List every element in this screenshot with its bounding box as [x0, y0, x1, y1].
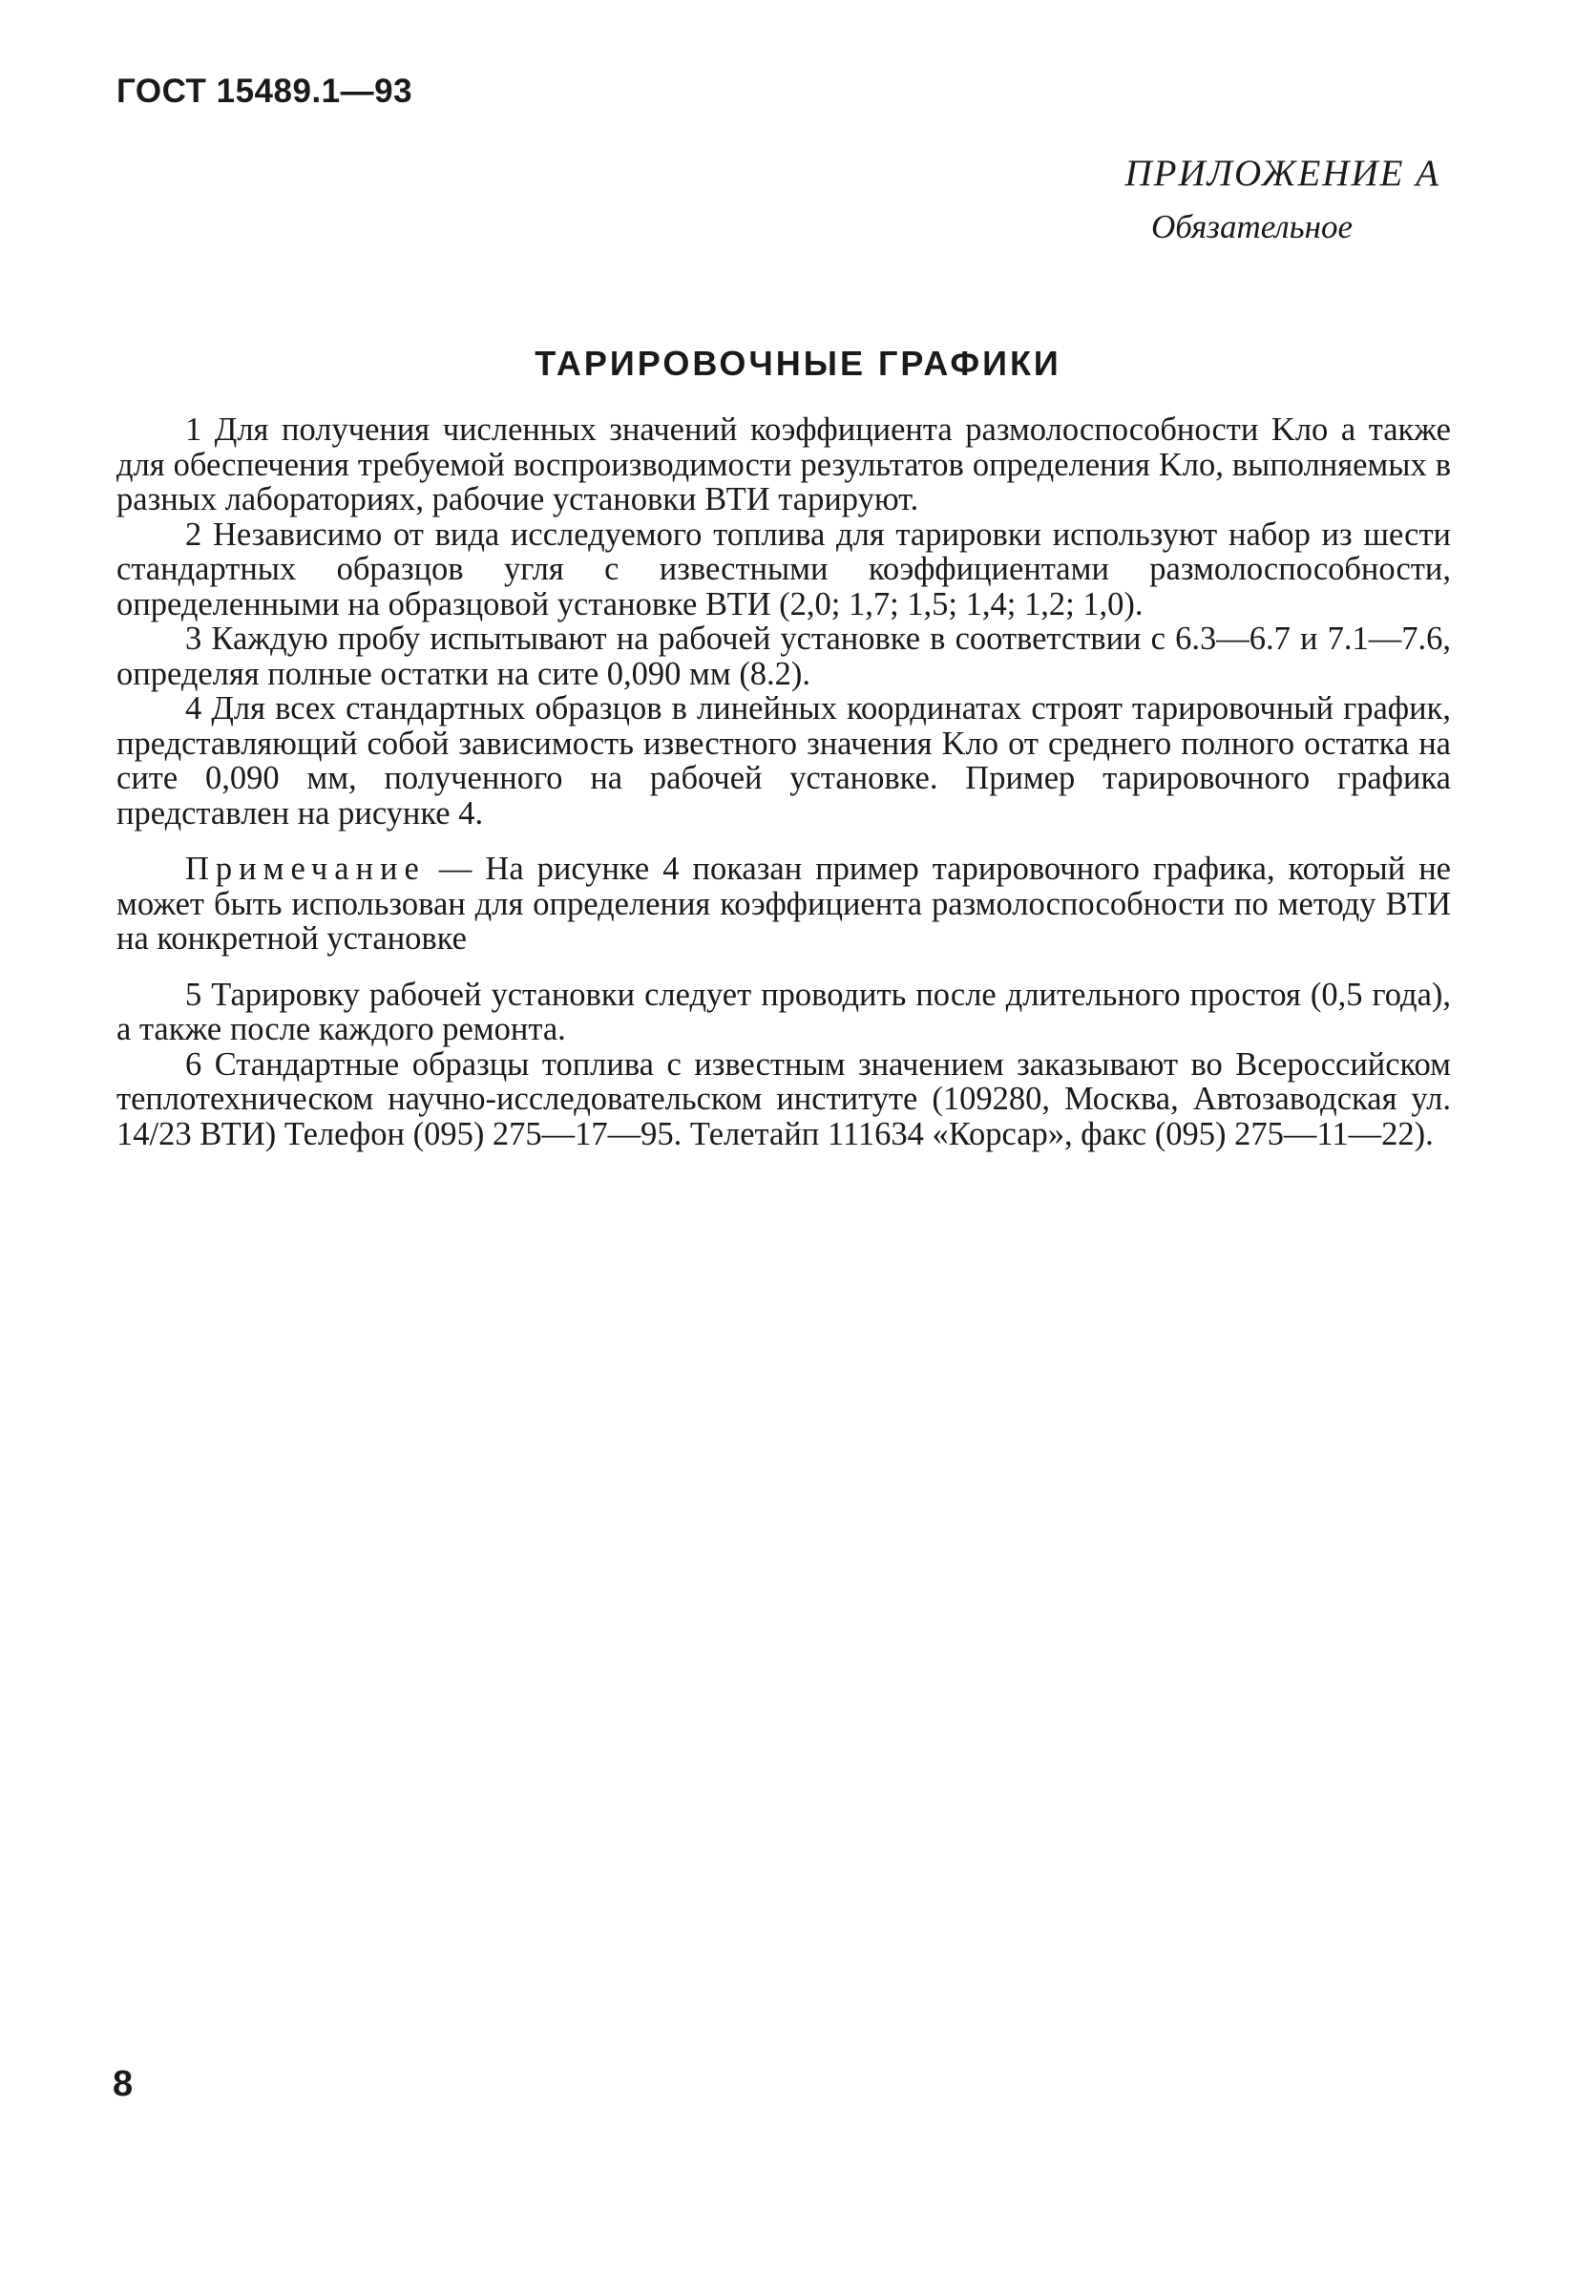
paragraph-1: 1 Для получения численных значений коэффициента размолоспособности Kло а также для обеспечения требуемой воспроизводимости результатов определения Kло, выполняемых в разных лабораториях, рабочие установки ВТИ тарируют. [116, 411, 1451, 517]
paragraph-3: 3 Каждую пробу испытывают на рабочей установке в соответствии с 6.3—6.7 и 7.1—7.6, определяя полные остатки на сите 0,090 мм (8.2). [116, 621, 1451, 692]
section-title: ТАРИРОВОЧНЫЕ ГРАФИКИ [535, 344, 1061, 383]
annex-block [868, 151, 1440, 250]
paragraph-6: 6 Стандартные образцы топлива с известным значением заказывают во Всероссийском теплотехническом научно-исследовательском институте (109280, Москва, Автозаводская ул. 14/23 ВТИ) Телефон (095) 275—17—95. Телетайп 111634 «Корсар», факс (095) 275—11—22). [116, 1045, 1451, 1152]
note-label: Примечание [185, 851, 426, 887]
document-code: ГОСТ 15489.1—93 [116, 73, 413, 110]
note-paragraph [116, 852, 1451, 957]
annex-status: Обязательное [1151, 208, 1353, 245]
body-text [116, 412, 1451, 1151]
paragraph-2: 2 Независимо от вида исследуемого топлива для тарировки используют набор из шести стандартных образцов угля с известными коэффициентами размолоспособности, определенными на образцовой установке ВТИ (2,0; 1,7; 1,5; 1,4; 1,2; 1,0). [116, 516, 1451, 622]
page-number: 8 [113, 2064, 134, 2104]
annex-title: ПРИЛОЖЕНИЕ А [1124, 153, 1440, 194]
paragraph-5: 5 Тарировку рабочей установки следует проводить после длительного простоя (0,5 года), а также после каждого ремонта. [116, 976, 1451, 1047]
note-text: — На рисунке 4 показан пример тарировочного графика, который не может быть использован для определения коэффициента размолоспособности по методу ВТИ на конкретной установке [116, 851, 1451, 957]
paragraph-4: 4 Для всех стандартных образцов в линейных координатах строят тарировочный график, представляющий собой зависимость известного значения Kло от среднего полного остатка на сите 0,090 мм, полученного на рабочей установке. Пример тарировочного графика представлен на рисунке 4. [116, 690, 1451, 832]
